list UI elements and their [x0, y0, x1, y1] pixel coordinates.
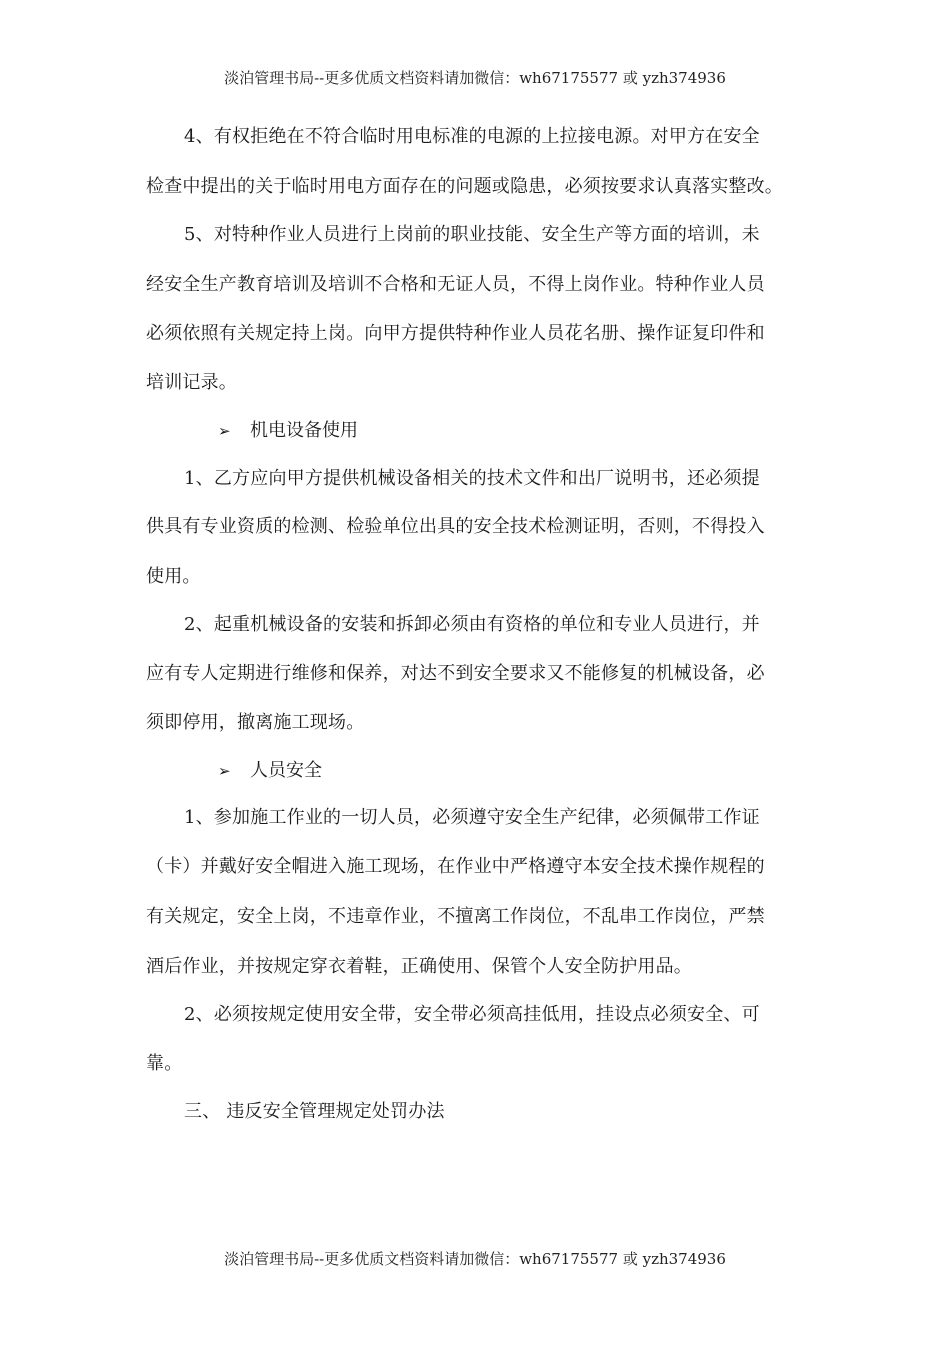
- section-heading-personnel: [218, 756, 322, 782]
- section-heading-text: 机电设备使用: [250, 420, 358, 441]
- body-line: 培训记录。: [146, 372, 237, 393]
- section-heading-text: 人员安全: [250, 760, 322, 781]
- arrow-bullet-icon: ➢: [218, 762, 231, 780]
- body-line: 2、起重机械设备的安装和拆卸必须由有资格的单位和专业人员进行，并: [184, 614, 760, 635]
- body-line: 经安全生产教育培训及培训不合格和无证人员，不得上岗作业。特种作业人员: [146, 274, 765, 295]
- page-footer: 淡泊管理书局--更多优质文档资料请加微信：wh67175577 或 yzh374936: [224, 1250, 726, 1268]
- body-line: 酒后作业，并按规定穿衣着鞋，正确使用、保管个人安全防护用品。: [146, 956, 692, 977]
- body-line: 须即停用，撤离施工现场。: [146, 712, 365, 733]
- section-heading-penalty: 三、 违反安全管理规定处罚办法: [184, 1101, 445, 1122]
- body-line: 5、对特种作业人员进行上岗前的职业技能、安全生产等方面的培训，未: [184, 224, 760, 245]
- body-line: 使用。: [146, 566, 201, 587]
- body-line: 2、必须按规定使用安全带，安全带必须高挂低用，挂设点必须安全、可: [184, 1004, 760, 1025]
- body-line: 靠。: [146, 1053, 183, 1074]
- section-heading-mechanical: [218, 416, 358, 442]
- body-line: （卡）并戴好安全帽进入施工现场，在作业中严格遵守本安全技术操作规程的: [146, 856, 765, 877]
- arrow-bullet-icon: ➢: [218, 422, 231, 440]
- body-line: 应有专人定期进行维修和保养，对达不到安全要求又不能修复的机械设备，必: [146, 663, 765, 684]
- page-header: 淡泊管理书局--更多优质文档资料请加微信：wh67175577 或 yzh374936: [224, 69, 726, 87]
- body-line: 4、有权拒绝在不符合临时用电标准的电源的上拉接电源。对甲方在安全: [184, 126, 760, 147]
- body-line: 供具有专业资质的检测、检验单位出具的安全技术检测证明，否则，不得投入: [146, 516, 765, 537]
- body-line: 1、乙方应向甲方提供机械设备相关的技术文件和出厂说明书，还必须提: [184, 468, 760, 489]
- body-line: 有关规定，安全上岗，不违章作业，不擅离工作岗位，不乱串工作岗位，严禁: [146, 906, 765, 927]
- body-line: 检查中提出的关于临时用电方面存在的问题或隐患，必须按要求认真落实整改。: [146, 176, 783, 197]
- body-line: 1、参加施工作业的一切人员，必须遵守安全生产纪律，必须佩带工作证: [184, 807, 760, 828]
- body-line: 必须依照有关规定持上岗。向甲方提供特种作业人员花名册、操作证复印件和: [146, 323, 765, 344]
